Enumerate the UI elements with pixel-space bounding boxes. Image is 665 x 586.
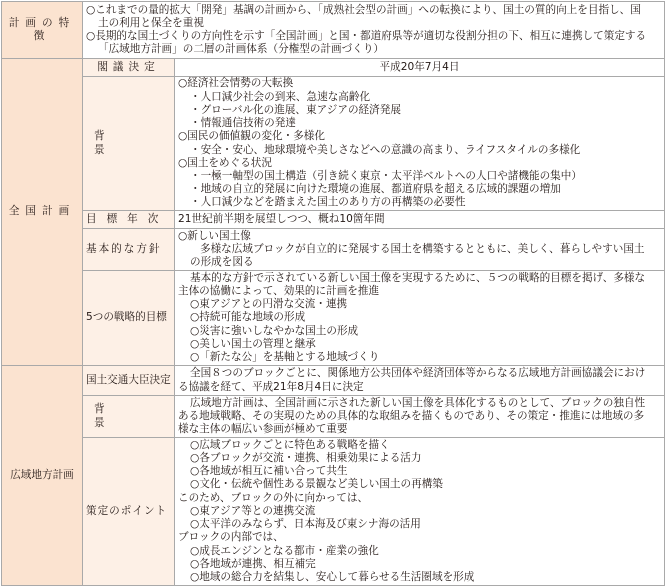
row-national-decision: [2, 59, 665, 77]
row-national-background: [2, 77, 665, 211]
text-line: ○持続可能な地域の形成: [190, 311, 306, 324]
text-line: ○長期的な国土づくりの方向性を示す「全国計画」と国・都道府県等が適切な役割分担の下、相互に連携して策定する: [86, 30, 647, 42]
text-line: ・人口減少などを踏まえた国土のあり方の再構築の必要性: [190, 196, 466, 209]
national-background-content: [175, 77, 665, 211]
row-formulation-points: [2, 438, 665, 586]
national-land-plan-table: [1, 1, 665, 586]
text-line: ○地域の総合力を結集し、安心して暮らせる生活圏域を形成: [190, 570, 475, 583]
national-plan-label: 全国計画: [2, 59, 83, 366]
text-line: ・情報通信技術の発達: [190, 117, 296, 130]
cabinet-decision-label: 閣議決定: [83, 59, 175, 77]
text-line: の形成を図る: [190, 256, 254, 269]
text-line: ある地域戦略、その実現のための具体的な取組みを描くものであり、その策定・推進には地域の多: [178, 409, 645, 422]
regional-background-content: [175, 396, 665, 438]
text-line: ○新しい国土像: [178, 229, 251, 242]
text-line: 多様な広域ブロックが自立的に発展する国土を構築するとともに、美しく、暮らしやすい国土: [200, 242, 645, 255]
row-regional-background: [2, 396, 665, 438]
text-line: ○各ブロックが交流・連携、相乗効果による活力: [190, 452, 422, 465]
text-line: ○東アジアとの円滑な交流・連携: [190, 298, 348, 311]
strategic-goals-label: 5つの戦略的目標: [83, 271, 175, 366]
text-line: ○美しい国土の管理と継承: [190, 337, 316, 350]
minister-decision-content: [175, 366, 665, 396]
basic-policy-label: 基本的な方針: [83, 229, 175, 271]
target-year-value: 21世紀前半期を展望しつつ、概ね10箇年間: [175, 211, 665, 229]
formulation-points-label: 策定のポイント: [83, 438, 175, 586]
text-line: ○国土をめぐる状況: [178, 156, 272, 169]
text-line: 様な主体の幅広い参画が極めて重要: [178, 423, 348, 436]
text-line: ○災害に強いしなやかな国土の形成: [190, 324, 359, 337]
text-line: ・人口減少社会の到来、急速な高齢化: [190, 90, 371, 103]
text-line: ○各地域が相互に補い合って共生: [190, 465, 348, 478]
formulation-points-content: [175, 438, 665, 586]
regional-plan-label: 広域地方計画: [2, 366, 83, 586]
text-line: ○東アジア等との連携交流: [190, 504, 316, 517]
text-line: ○国民の価値観の変化・多様化: [178, 130, 325, 143]
text-line: ・グローバル化の進展、東アジアの経済発展: [190, 103, 401, 116]
text-line: ・地域の自立的発展に向けた環境の進展、都道府県を超える広域的課題の増加: [190, 183, 561, 196]
text-line: 土の利用と保全を重視: [98, 16, 204, 29]
text-line: 広域地方計画は、全国計画に示された新しい国土像を具体化するものとして、ブロックの独自性: [190, 396, 646, 409]
plan-features-label: 計画の特徴: [2, 2, 83, 59]
text-line: ○広域ブロックごとに特色ある戦略を描く: [190, 438, 390, 451]
text-line: ブロックの内部では、: [178, 531, 284, 544]
national-background-label: 背景: [83, 77, 175, 211]
cabinet-decision-value: 平成20年7月4日: [175, 59, 665, 77]
text-line: このため、ブロックの外に向かっては、: [178, 491, 369, 504]
minister-decision-label: 国土交通大臣決定: [83, 366, 175, 396]
regional-background-label: 背景: [83, 396, 175, 438]
basic-policy-content: [175, 229, 665, 271]
text-line: ○「新たな公」を基軸とする地域づくり: [190, 351, 380, 363]
text-line: 「広域地方計画」の二層の計画体系（分権型の計画づくり）: [98, 43, 385, 56]
row-strategic-goals: [2, 271, 665, 366]
text-line: 主体の協働によって、効果的に計画を推進: [178, 284, 380, 297]
text-line: ○各地域が連携、相互補完: [190, 557, 316, 570]
target-year-label: 目標年次: [83, 211, 175, 229]
row-plan-features: [2, 2, 665, 59]
row-minister-decision: [2, 366, 665, 396]
text-line: ・一極一軸型の国土構造（引き続く東京・太平洋ベルトへの人口や諸機能の集中）: [190, 169, 582, 182]
plan-features-content: [83, 2, 665, 59]
text-line: ○太平洋のみならず、日本海及び東シナ海の活用: [190, 518, 421, 531]
text-line: ○成長エンジンとなる都市・産業の強化: [190, 544, 379, 557]
text-line: る協議を経て、平成21年8月4日に決定: [178, 380, 364, 393]
text-line: 全国８つのブロックごとに、関係地方公共団体や経済団体等からなる広域地方計画協議会におけ: [190, 367, 646, 380]
text-line: 基本的な方針で示されている新しい国土像を実現するために、５つの戦略的目標を掲げ、多様な: [190, 271, 646, 284]
text-line: ○これまでの量的拡大「開発」基調の計画から、「成熟社会型の計画」への転換により、国土の質的向上を目指し、国: [86, 3, 641, 16]
text-line: ○経済社会情勢の大転換: [178, 77, 294, 90]
row-basic-policy: [2, 229, 665, 271]
text-line: ○文化・伝統や個性ある景観など美しい国土の再構築: [190, 478, 443, 491]
strategic-goals-content: [175, 271, 665, 366]
text-line: ・安全・安心、地球環境や美しさなどへの意識の高まり、ライフスタイルの多様化: [190, 143, 581, 156]
row-target-year: [2, 211, 665, 229]
